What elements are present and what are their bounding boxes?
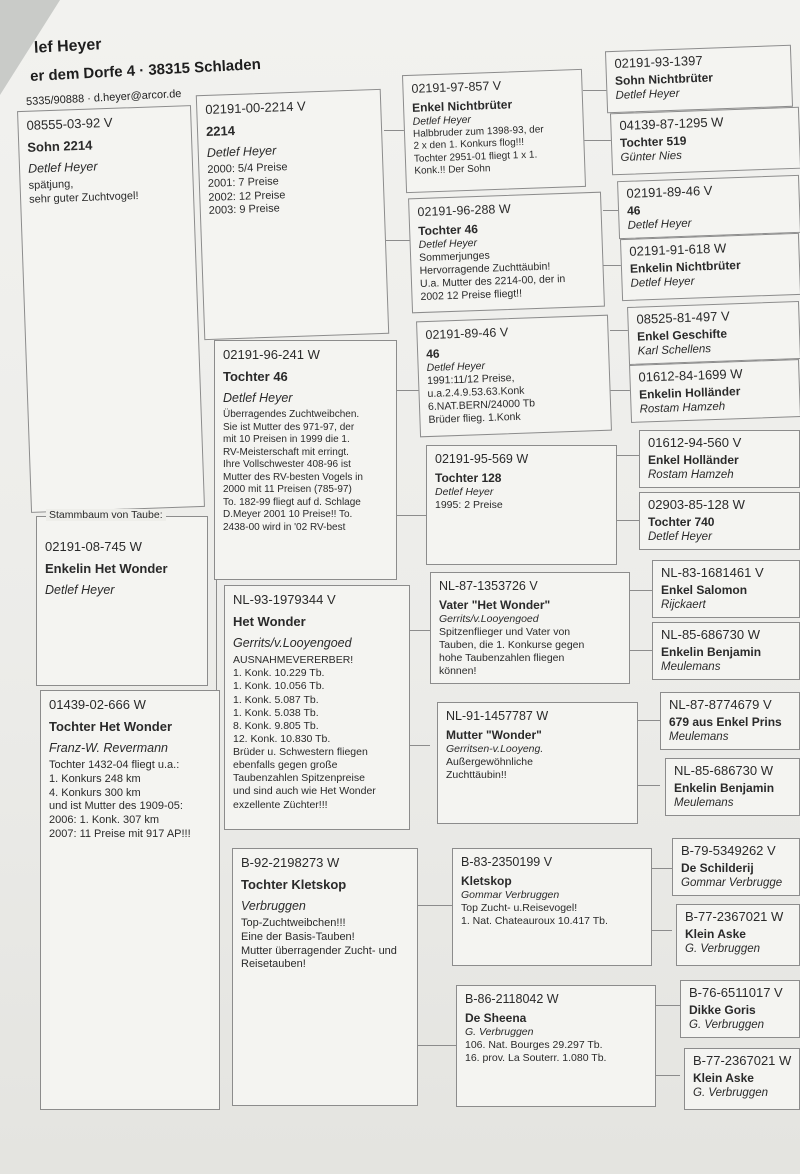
ring-number: 02903-85-128 W xyxy=(648,497,745,512)
bird-description: Top Zucht- u.Reisevogel! 1. Nat. Chateauroux 10.417 Tb. xyxy=(461,901,608,927)
bird-description: Sommerjunges Hervorragende Zuchttäubin! U.a. Mutter des 2214-00, der in 2002 12 Preise fliegt!! xyxy=(418,249,566,304)
ring-number: B-77-2367021 W xyxy=(685,909,784,924)
owner-name: lef Heyer xyxy=(33,36,102,57)
connector-line xyxy=(656,1005,680,1006)
bird-name: Tochter Kletskop xyxy=(241,877,347,893)
gggp-card xyxy=(639,430,800,488)
breeder-name: Detlef Heyer xyxy=(412,113,472,128)
bird-name: Enkelin Nichtbrüter xyxy=(629,258,741,277)
dam-card xyxy=(40,690,220,1110)
ring-number: NL-87-1353726 V xyxy=(439,579,538,593)
breeder-name: G. Verbruggen xyxy=(685,943,761,956)
breeder-name: Detlef Heyer xyxy=(27,158,98,176)
ring-number: 02191-00-2214 V xyxy=(205,98,306,117)
breeder-name: Rostam Hamzeh xyxy=(639,400,726,416)
ring-number: 02191-91-618 W xyxy=(629,240,727,259)
bird-description: Top-Zuchtweibchen!!! Eine der Basis-Tauben! Mutter überragender Zucht- und Reisetauben! xyxy=(241,917,397,971)
bird-name: 46 xyxy=(425,346,440,361)
owner-contact: 5335/90888 · d.heyer@arcor.de xyxy=(25,87,182,109)
bird-description: 2000: 5/4 Preise 2001: 7 Preise 2002: 12 Preise 2003: 9 Preise xyxy=(207,161,288,218)
connector-line xyxy=(583,140,611,141)
dam-sire-card xyxy=(224,585,410,830)
bird-name: Klein Aske xyxy=(685,927,746,942)
breeder-name: Gerrits/v.Looyengoed xyxy=(439,612,539,625)
breeder-name: G. Verbruggen xyxy=(689,1019,765,1032)
great-grandparent-card xyxy=(426,445,617,565)
connector-line xyxy=(416,1045,456,1046)
breeder-name: Detlef Heyer xyxy=(223,390,293,405)
breeder-name: G. Verbruggen xyxy=(465,1025,534,1038)
bird-name: Enkel Geschifte xyxy=(636,326,728,344)
ring-number: NL-83-1681461 V xyxy=(661,565,764,580)
connector-line xyxy=(656,1075,680,1076)
bird-name: Tochter 519 xyxy=(619,133,687,151)
ring-number: NL-87-8774679 V xyxy=(669,697,772,712)
ring-number: 02191-97-857 V xyxy=(411,78,502,96)
bird-name: Enkelin Het Wonder xyxy=(45,561,168,577)
breeder-name: Meulemans xyxy=(669,731,729,744)
bird-name: Sohn Nichtbrüter xyxy=(614,70,714,89)
bird-description: Überragendes Zuchtweibchen. Sie ist Mutter des 971-97, der mit 10 Preisen in 1999 die 1. RV-Meisterschaft mit erringt. Ihre Vollschwester 408-96 ist Mutter des RV-besten Vogels in 2000 mit 11 Preisen (785-97) To. 182-99 fliegt auf d. Schlage D.Meyer 2001 10 Preise!! To. 2438-00 wird in '02 RV-best xyxy=(223,409,363,533)
pedigree-label: Stammbaum von Taube: xyxy=(46,509,166,521)
breeder-name: Detlef Heyer xyxy=(630,275,695,291)
ring-number: NL-85-686730 W xyxy=(661,627,760,642)
bird-name: 46 xyxy=(626,203,641,219)
ring-number: B-92-2198273 W xyxy=(241,855,340,870)
connector-line xyxy=(416,905,452,906)
bird-description: spätjung, sehr guter Zuchtvogel! xyxy=(28,178,139,206)
bird-name: Klein Aske xyxy=(693,1071,754,1086)
extra-bird-card xyxy=(17,105,205,513)
great-grandparent-card xyxy=(452,848,652,966)
connector-line xyxy=(603,265,621,266)
bird-description: AUSNAHMEVERERBER! 1. Konk. 10.229 Tb. 1. Konk. 10.056 Tb. 1. Konk. 5.087 Tb. 1. Konk. 5.038 Tb. 8. Konk. 9.805 Tb. 12. Konk. 10.830 Tb. Brüder u. Schwestern fliegen ebenfalls gegen große Taubenzahlen Spitzenpreise und sind auch wie Het Wonder exzellente Züchter!!! xyxy=(233,654,376,811)
bird-description: Spitzenflieger und Vater von Tauben, die 1. Konkurse gegen hohe Taubenzahlen fliegen können! xyxy=(439,625,585,678)
great-grandparent-card xyxy=(416,315,612,438)
gggp-card xyxy=(610,107,800,176)
ring-number: 02191-95-569 W xyxy=(435,452,529,466)
ring-number: 02191-96-241 W xyxy=(223,347,320,362)
bird-name: Mutter "Wonder" xyxy=(446,727,542,742)
breeder-name: Gommar Verbruggen xyxy=(461,888,560,901)
breeder-name: Rijckaert xyxy=(661,599,706,612)
great-grandparent-card xyxy=(430,572,630,684)
gggp-card xyxy=(680,980,800,1038)
breeder-name: Verbruggen xyxy=(241,898,306,913)
ring-number: 01612-94-560 V xyxy=(648,435,742,450)
great-grandparent-card xyxy=(437,702,638,824)
ring-number: B-83-2350199 V xyxy=(461,855,553,869)
breeder-name: Gerritsen-v.Looyeng. xyxy=(446,742,544,755)
breeder-name: Franz-W. Revermann xyxy=(49,740,169,755)
ring-number: NL-93-1979344 V xyxy=(233,592,336,607)
gggp-card xyxy=(629,359,800,423)
sire-dam-card xyxy=(214,340,397,580)
bird-description: 1995: 2 Preise xyxy=(435,498,503,511)
connector-line xyxy=(617,455,639,456)
bird-name: De Schilderij xyxy=(681,861,754,876)
breeder-name: Detlef Heyer xyxy=(45,582,115,597)
bird-description: 106. Nat. Bourges 29.297 Tb. 16. prov. La Souterr. 1.080 Tb. xyxy=(465,1038,607,1064)
bird-name: Tochter Het Wonder xyxy=(49,719,173,735)
ring-number: 02191-89-46 V xyxy=(425,325,509,343)
gggp-card xyxy=(684,1048,800,1110)
gggp-card xyxy=(660,692,800,750)
breeder-name: Günter Nies xyxy=(620,150,683,165)
subject-card xyxy=(36,516,208,686)
connector-line xyxy=(638,785,660,786)
bird-description: Halbbruder zum 1398-93, der 2 x den 1. Konkurs flog!!! Tochter 2951-01 fliegt 1 x 1. Konk.!! Der Sohn xyxy=(412,124,544,178)
bird-name: Tochter 740 xyxy=(648,515,715,530)
bird-name: Enkel Holländer xyxy=(648,453,739,468)
ring-number: 02191-08-745 W xyxy=(45,539,142,554)
connector-line xyxy=(630,650,652,651)
bird-name: 2214 xyxy=(205,123,236,140)
dam-dam-card xyxy=(232,848,418,1106)
great-grandparent-card xyxy=(408,192,605,314)
gggp-card xyxy=(652,622,800,680)
ss-card xyxy=(402,69,586,193)
great-grandparent-card xyxy=(456,985,656,1107)
bird-name: Tochter 46 xyxy=(417,221,479,238)
bird-name: Enkel Salomon xyxy=(661,583,748,598)
bird-name: Enkelin Holländer xyxy=(638,384,741,402)
bird-name: Tochter 46 xyxy=(223,369,288,385)
gggp-card xyxy=(665,758,800,816)
ring-number: 01612-84-1699 W xyxy=(638,366,743,385)
breeder-name: Meulemans xyxy=(674,797,734,810)
bird-name: Kletskop xyxy=(461,873,512,888)
ring-number: 08525-81-497 V xyxy=(636,308,730,327)
breeder-name: Detlef Heyer xyxy=(648,531,712,544)
ring-number: 01439-02-666 W xyxy=(49,697,146,712)
connector-line xyxy=(610,390,630,391)
bird-name: Dikke Goris xyxy=(689,1003,756,1018)
ring-number: B-86-2118042 W xyxy=(465,992,559,1006)
bird-name: Vater "Het Wonder" xyxy=(439,597,551,612)
ring-number: 04139-87-1295 W xyxy=(619,114,724,133)
breeder-name: Karl Schellens xyxy=(637,343,712,358)
bird-name: Enkelin Benjamin xyxy=(661,645,762,660)
breeder-name: Detlef Heyer xyxy=(627,217,692,233)
ring-number: 08555-03-92 V xyxy=(26,114,113,133)
gggp-card xyxy=(639,492,800,550)
connector-line xyxy=(652,930,672,931)
breeder-name: Meulemans xyxy=(661,661,721,674)
connector-line xyxy=(410,745,430,746)
bird-name: 679 aus Enkel Prins xyxy=(669,715,782,730)
bird-name: Enkelin Benjamin xyxy=(674,781,775,796)
gggp-card xyxy=(676,904,800,966)
ring-number: 02191-93-1397 xyxy=(614,52,703,71)
bird-name: Enkel Nichtbrüter xyxy=(411,96,513,115)
connector-line xyxy=(410,630,430,631)
breeder-name: Detlef Heyer xyxy=(426,359,486,374)
bird-description: 1991:11/12 Preise, u.a.2.4.9.53.63.Konk 6.NAT.BERN/24000 Tb Brüder flieg. 1.Konk xyxy=(426,371,536,427)
gggp-card xyxy=(605,45,793,113)
bird-name: Sohn 2214 xyxy=(27,137,93,156)
gggp-card xyxy=(617,175,800,239)
breeder-name: Rostam Hamzeh xyxy=(648,469,734,482)
ring-number: 02191-89-46 V xyxy=(626,182,713,201)
breeder-name: Detlef Heyer xyxy=(435,485,494,498)
owner-address: er dem Dorfe 4 · 38315 Schladen xyxy=(29,55,262,86)
bird-name: Het Wonder xyxy=(233,614,306,630)
sire-card xyxy=(196,89,389,340)
connector-line xyxy=(630,590,652,591)
ring-number: B-77-2367021 W xyxy=(693,1053,792,1068)
ring-number: NL-91-1457787 W xyxy=(446,709,549,723)
ring-number: B-79-5349262 V xyxy=(681,843,776,858)
bird-name: Tochter 128 xyxy=(435,470,502,485)
ring-number: B-76-6511017 V xyxy=(689,985,783,1000)
connector-line xyxy=(396,515,426,516)
gggp-card xyxy=(627,301,800,365)
breeder-name: G. Verbruggen xyxy=(693,1087,769,1100)
ring-number: NL-85-686730 W xyxy=(674,763,773,778)
bird-description: Tochter 1432-04 fliegt u.a.: 1. Konkurs 248 km 4. Konkurs 300 km und ist Mutter des 1909-05: 2006: 1. Konk. 307 km 2007: 11 Preise mit 917 AP!!! xyxy=(49,759,191,840)
breeder-name: Detlef Heyer xyxy=(418,236,478,251)
gggp-card xyxy=(672,838,800,896)
ring-number: 02191-96-288 W xyxy=(417,201,511,220)
breeder-name: Detlef Heyer xyxy=(206,143,277,160)
breeder-name: Gommar Verbrugge xyxy=(681,877,783,890)
connector-line xyxy=(638,720,660,721)
gggp-card xyxy=(620,233,800,301)
bird-name: De Sheena xyxy=(465,1010,527,1025)
bird-description: Außergewöhnliche Zuchttäubin!! xyxy=(446,755,533,781)
breeder-name: Gerrits/v.Looyengoed xyxy=(233,635,352,650)
connector-line xyxy=(617,520,639,521)
gggp-card xyxy=(652,560,800,618)
breeder-name: Detlef Heyer xyxy=(615,87,680,103)
connector-line xyxy=(652,868,672,869)
